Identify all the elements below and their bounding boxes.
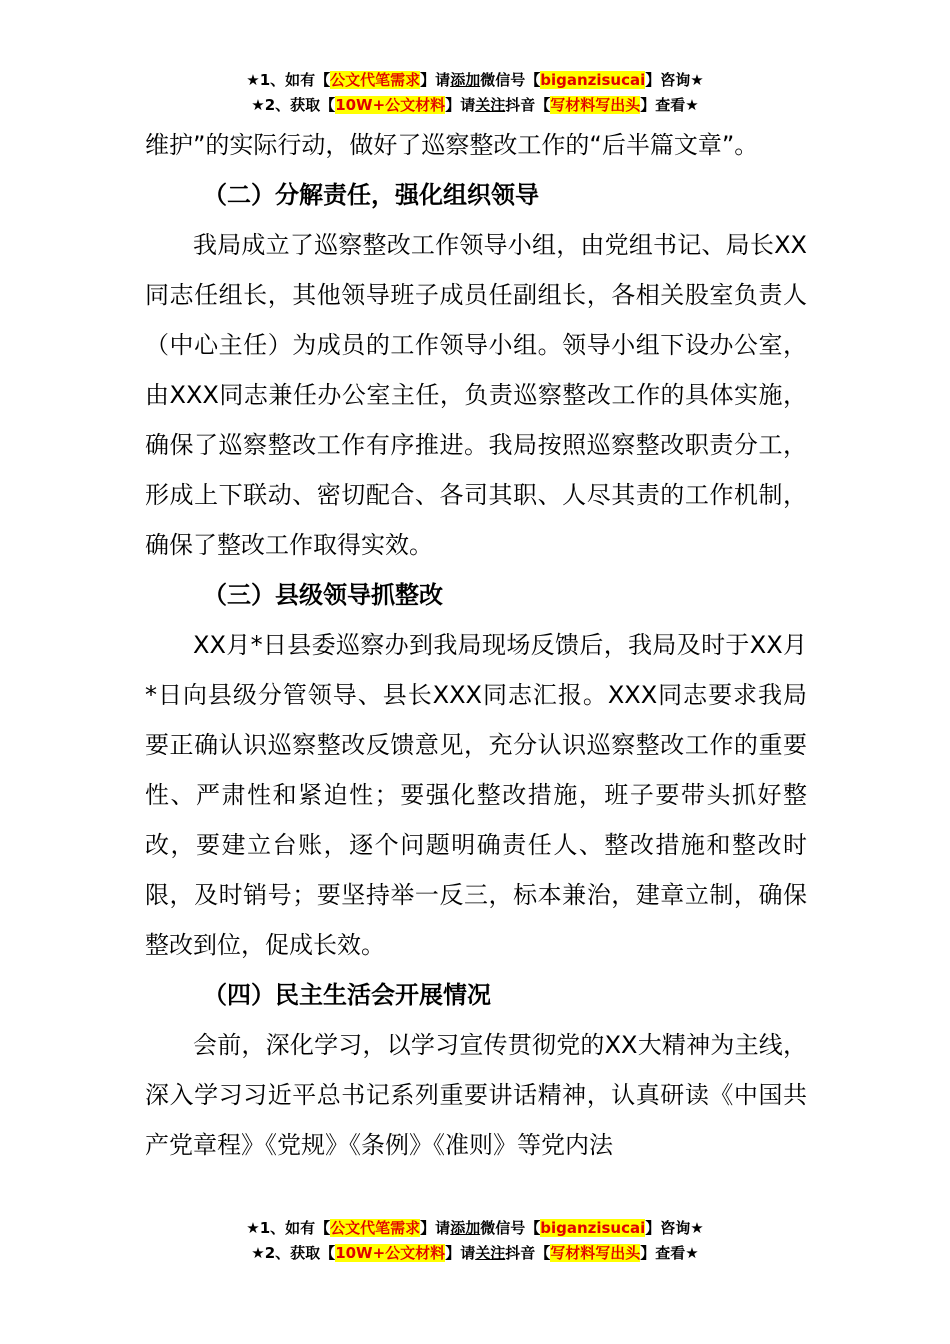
banner-text: 微信号【 <box>480 71 541 89</box>
banner-text: 微信号【 <box>480 1219 541 1237</box>
paragraph-section-2: 我局成立了巡察整改工作领导小组，由党组书记、局长XX同志任组长，其他领导班子成员任副组长，各相关股室负责人（中心主任）为成员的工作领导小组。领导小组下设办公室，由XXX同志兼任办公室主任，负责巡察整改工作的具体实施，确保了巡察整改工作有序推进。我局按照巡察整改职责分工，形成上下联动、密切配合、各司其职、人尽其责的工作机制，确保了整改工作取得实效。 <box>145 231 807 559</box>
section-heading-3: （三）县级领导抓整改 <box>203 581 443 609</box>
paragraph-continuation: 维护”的实际行动，做好了巡察整改工作的“后半篇文章”。 <box>145 131 759 159</box>
banner-highlight: 10W+公文材料 <box>335 96 446 114</box>
banner-line-2 <box>0 93 950 118</box>
banner-underline: 关注 <box>475 96 506 114</box>
paragraph-section-3: XX月*日县委巡察办到我局现场反馈后，我局及时于XX月*日向县级分管领导、县长XXX同志汇报。XXX同志要求我局要正确认识巡察整改反馈意见，充分认识巡察整改工作的重要性、严肃性和紧迫性；要强化整改措施，班子要带头抓好整改，要建立台账，逐个问题明确责任人、整改措施和整改时限，及时销号；要坚持举一反三，标本兼治，建章立制，确保整改到位，促成长效。 <box>145 631 807 959</box>
banner-text: 】咨询★ <box>645 71 704 89</box>
banner-highlight: biganzisucai <box>540 1219 646 1237</box>
banner-highlight: 写材料写出头 <box>550 96 641 114</box>
banner-line-1 <box>0 68 950 93</box>
banner-text: 】查看★ <box>640 96 699 114</box>
banner-line-1 <box>0 1216 950 1241</box>
paragraph-section-4: 会前，深化学习，以学习宣传贯彻党的XX大精神为主线，深入学习习近平总书记系列重要讲话精神，认真研读《中国共产党章程》《党规》《条例》《准则》等党内法 <box>145 1031 807 1159</box>
banner-text: ★1、如有【 <box>246 1219 331 1237</box>
banner-text: ★2、获取【 <box>251 1244 336 1262</box>
section-heading-4: （四）民主生活会开展情况 <box>203 981 491 1009</box>
banner-text: ★1、如有【 <box>246 71 331 89</box>
footer-banner <box>0 1216 950 1266</box>
banner-underline: 关注 <box>475 1244 506 1262</box>
banner-underline: 添加 <box>450 71 481 89</box>
banner-highlight: 10W+公文材料 <box>335 1244 446 1262</box>
banner-text: ★2、获取【 <box>251 96 336 114</box>
banner-text: 】咨询★ <box>645 1219 704 1237</box>
banner-highlight: 公文代笔需求 <box>330 1219 421 1237</box>
banner-text: 】请 <box>445 1244 476 1262</box>
banner-text: 】请 <box>445 96 476 114</box>
banner-underline: 添加 <box>450 1219 481 1237</box>
banner-line-2 <box>0 1241 950 1266</box>
banner-highlight: 写材料写出头 <box>550 1244 641 1262</box>
header-banner <box>0 68 950 118</box>
section-heading-2: （二）分解责任，强化组织领导 <box>203 181 539 209</box>
banner-text: 】查看★ <box>640 1244 699 1262</box>
banner-highlight: 公文代笔需求 <box>330 71 421 89</box>
banner-text: 抖音【 <box>505 1244 551 1262</box>
banner-text: 】请 <box>420 1219 451 1237</box>
banner-text: 】请 <box>420 71 451 89</box>
document-body <box>145 120 807 1170</box>
banner-text: 抖音【 <box>505 96 551 114</box>
banner-highlight: biganzisucai <box>540 71 646 89</box>
